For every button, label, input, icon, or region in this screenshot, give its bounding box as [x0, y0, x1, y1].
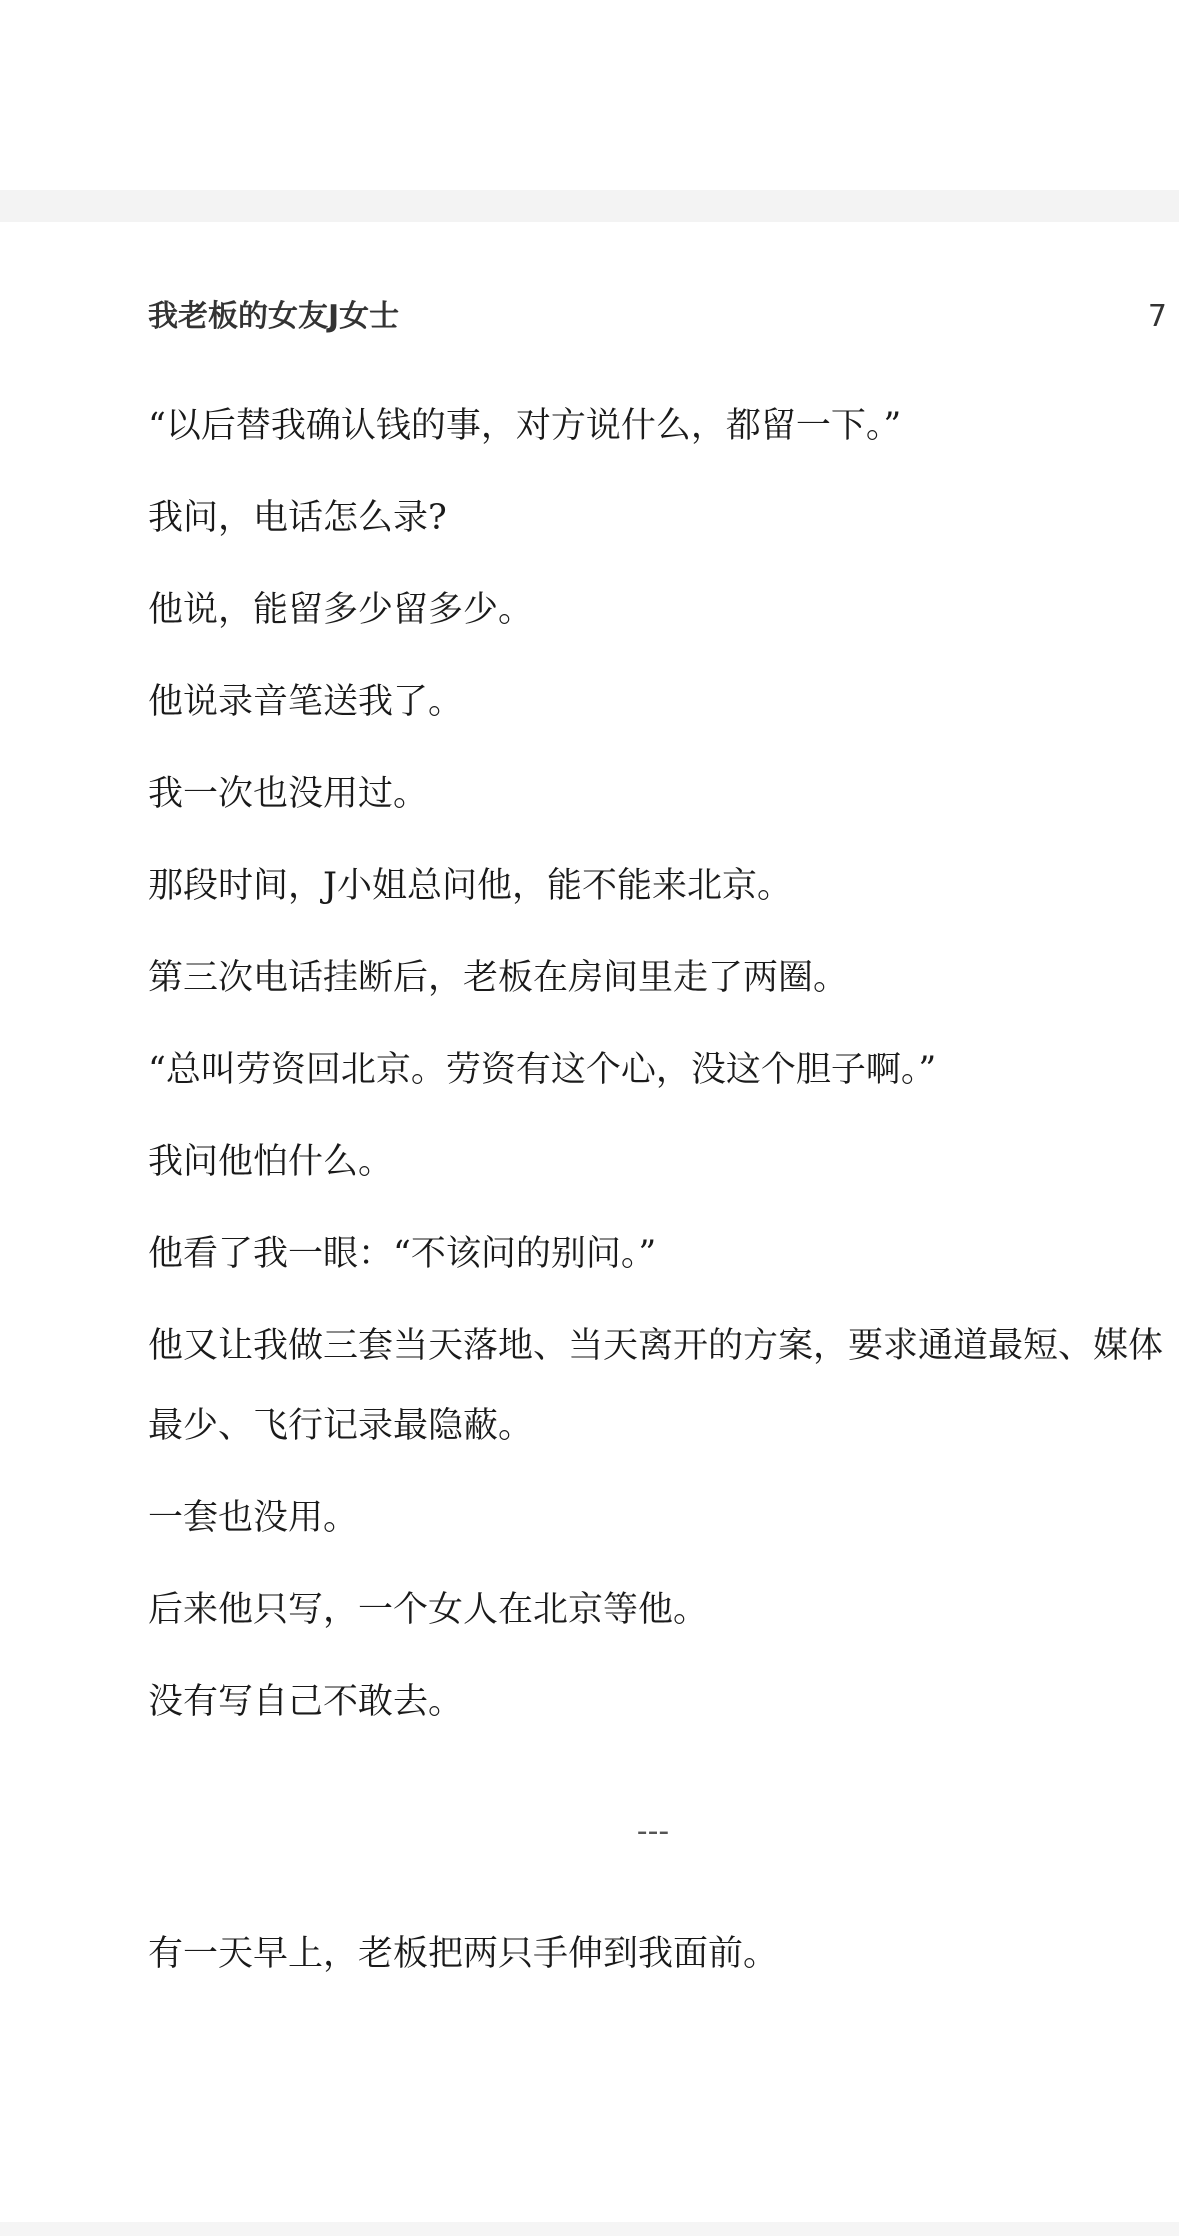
paragraph: 有一天早上，老板把两只手伸到我面前。	[148, 1934, 779, 1974]
paragraph: “以后替我确认钱的事，对方说什么，都留一下。”	[148, 406, 902, 446]
paragraph: 第三次电话挂断后，老板在房间里走了两圈。	[148, 958, 849, 998]
paragraph: 后来他只写，一个女人在北京等他。	[148, 1590, 709, 1630]
paragraph: 他又让我做三套当天落地、当天离开的方案，要求通道最短、媒体最少、飞行记录最隐蔽。	[148, 1326, 1164, 1446]
page-number: 7	[1147, 299, 1167, 334]
article-body	[148, 400, 1179, 2020]
paragraph: 没有写自己不敢去。	[148, 1682, 464, 1722]
bottom-band	[0, 2222, 1179, 2236]
paragraph: 他看了我一眼：“不该问的别问。”	[148, 1234, 657, 1274]
section-separator: ---	[636, 1814, 670, 1849]
top-blank-area	[0, 0, 1179, 190]
paragraph: “总叫劳资回北京。劳资有这个心，没这个胆子啊。”	[148, 1050, 937, 1090]
paragraph: 我一次也没用过。	[148, 774, 429, 814]
top-divider-band	[0, 190, 1179, 222]
paragraph: 我问，电话怎么录?	[148, 498, 447, 538]
page-header	[148, 292, 1179, 342]
paragraph: 他说，能留多少留多少。	[148, 590, 534, 630]
paragraph: 我问他怕什么。	[148, 1142, 394, 1182]
paragraph: 那段时间，J小姐总问他，能不能来北京。	[148, 866, 793, 906]
document-title: 我老板的女友J女士	[148, 299, 400, 334]
paragraph: 一套也没用。	[148, 1498, 359, 1538]
paragraph: 他说录音笔送我了。	[148, 682, 464, 722]
